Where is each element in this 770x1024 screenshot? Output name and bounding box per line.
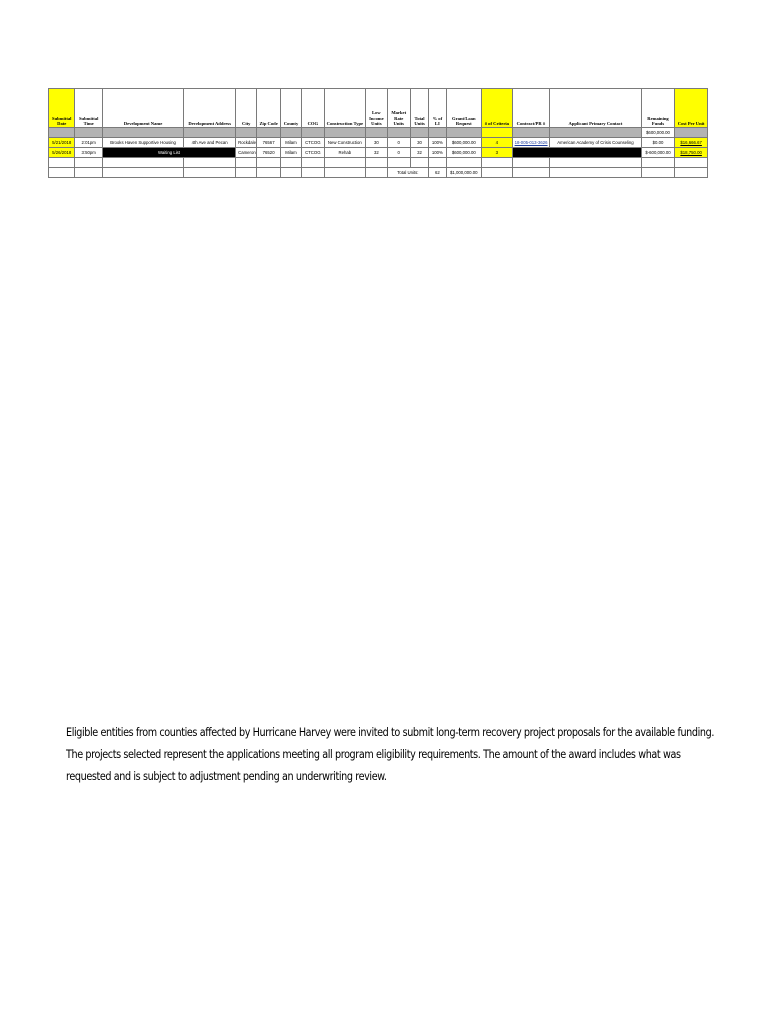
header-cost-per-unit: Cost Per Unit — [675, 89, 708, 128]
totals-units: 62 — [429, 168, 446, 178]
cell-submittal-date: 5/26/2018 — [49, 148, 75, 158]
initial-remaining-funds: $600,000.00 — [641, 128, 675, 138]
cell-submittal-date: 5/21/2018 — [49, 138, 75, 148]
cell-num-criteria: 3 — [482, 148, 513, 158]
cell-cost-per-unit: $16,666.67 — [675, 138, 708, 148]
table-row — [49, 148, 708, 158]
cell-applicant-contact: American Academy of Crisis Counseling — [550, 138, 642, 148]
cell-development-address: 4th Ave and Pecan — [184, 138, 236, 148]
cell-pct-li: 100% — [429, 138, 446, 148]
cell-total-units: 32 — [410, 148, 428, 158]
cell-county: Milam — [280, 148, 301, 158]
cell-grant-loan-request: $600,000.00 — [446, 148, 482, 158]
cell-construction-type: New Construction — [324, 138, 366, 148]
totals-label: Total Units: — [387, 168, 429, 178]
header-construction-type: Construction Type — [324, 89, 366, 128]
header-remaining-funds: Remaining Funds — [641, 89, 675, 128]
cell-county: Milam — [280, 138, 301, 148]
cell-zip-code: 76567 — [257, 138, 280, 148]
header-development-name: Development Name — [102, 89, 183, 128]
cell-num-criteria: 4 — [482, 138, 513, 148]
header-total-units: Total Units — [410, 89, 428, 128]
cell-pct-li: 100% — [429, 148, 446, 158]
header-submittal-date: Submittal Date — [49, 89, 75, 128]
header-low-income-units: Low Income Units — [366, 89, 387, 128]
cell-market-rate-units: 0 — [387, 138, 410, 148]
cell-construction-type: Rehab — [324, 148, 366, 158]
cell-cog: CTCOG — [302, 148, 324, 158]
cell-low-income-units: 30 — [366, 138, 387, 148]
applications-table — [48, 88, 708, 178]
cell-low-income-units: 32 — [366, 148, 387, 158]
cell-contract-contact-blackout — [512, 148, 641, 158]
cell-city: Rockdale — [236, 138, 257, 148]
cell-remaining-funds: $0.00 — [641, 138, 675, 148]
cell-zip-code: 76520 — [257, 148, 280, 158]
cell-grant-loan-request: $600,000.00 — [446, 138, 482, 148]
header-market-rate-units: Market Rate Units — [387, 89, 410, 128]
header-zip-code: Zip Code — [257, 89, 280, 128]
cell-development-name: Brooks Haven Supportive Housing — [102, 138, 183, 148]
cell-total-units: 30 — [410, 138, 428, 148]
cell-cost-per-unit: $18,750.00 — [675, 148, 708, 158]
table-row — [49, 138, 708, 148]
header-row — [49, 89, 708, 128]
cell-development-name-waiting: Waiting List — [102, 148, 235, 158]
header-submittal-time: Submittal Time — [75, 89, 102, 128]
cell-market-rate-units: 0 — [387, 148, 410, 158]
header-grant-loan-request: Grant/Loan Request — [446, 89, 482, 128]
band-row — [49, 128, 708, 138]
header-cog: COG — [302, 89, 324, 128]
header-num-criteria: # of Criteria — [482, 89, 513, 128]
cell-submittal-time: 2:01pm — [75, 138, 102, 148]
eligibility-note: Eligible entities from counties affected by Hurricane Harvey were invited to submit long-term recovery project proposals for the available funding. The projects selected represent the applications meeting all program eligibility requirements. The amount of the award includes what was requested and is subject to adjustment pending an underwriting review. — [66, 726, 714, 783]
totals-row — [49, 168, 708, 178]
header-applicant-contact: Applicant Primary Contact — [550, 89, 642, 128]
cell-city: Cameron — [236, 148, 257, 158]
totals-request: $1,000,000.00 — [446, 168, 482, 178]
cell-contract-pr[interactable]: 18-005-013-3626 — [512, 138, 550, 148]
header-city: City — [236, 89, 257, 128]
cell-remaining-funds: $-600,000.00 — [641, 148, 675, 158]
header-development-address: Development Address — [184, 89, 236, 128]
blank-row — [49, 158, 708, 168]
header-contract-pr: Contract/PR # — [512, 89, 550, 128]
cell-cog: CTCOG — [302, 138, 324, 148]
header-pct-li: % of LI — [429, 89, 446, 128]
header-county: County — [280, 89, 301, 128]
cell-submittal-time: 3:50pm — [75, 148, 102, 158]
